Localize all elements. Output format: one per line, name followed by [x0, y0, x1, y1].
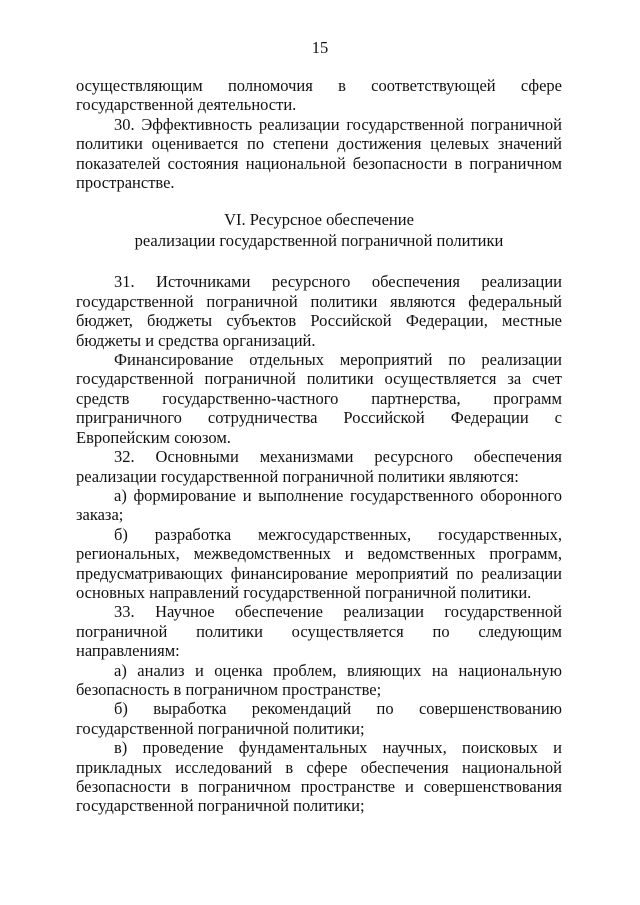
paragraph-31: 31. Источниками ресурсного обеспечения реализации государственной пограничной политики являются федеральный бюджет, бюджеты субъектов Российской Федерации, местные бюджеты и средства организаций. [76, 272, 562, 350]
page-number: 15 [311, 38, 329, 57]
paragraph-32: 32. Основными механизмами ресурсного обеспечения реализации государственной пограничной политики являются: [76, 447, 562, 486]
document-body [76, 76, 562, 816]
list-item-33c: в) проведение фундаментальных научных, поисковых и прикладных исследований в сфере обеспечения национальной безопасности в пограничном пространстве и совершенствования государственной пограничной политики; [76, 738, 562, 816]
paragraph-30: 30. Эффективность реализации государственной пограничной политики оценивается по степени достижения целевых значений показателей состояния национальной безопасности в пограничном пространстве. [76, 114, 562, 193]
section-heading [76, 210, 562, 251]
paragraph-continuation: осуществляющим полномочия в соответствующей сфере государственной деятельности. [76, 76, 562, 115]
paragraph-33: 33. Научное обеспечение реализации государственной пограничной политики осуществляется по следующим направлениям: [76, 602, 562, 661]
list-item-32b: б) разработка межгосударственных, государственных, региональных, межведомственных и ведомственных программ, предусматривающих финансирование мероприятий по реализации основных направлений государственной пограничной политики. [76, 524, 562, 602]
section-heading-line-2: реализации государственной пограничной политики [134, 230, 504, 250]
paragraph-financing: Финансирование отдельных мероприятий по реализации государственной пограничной политики осуществляется за счет средств государственно-частного партнерства, программ приграничного сотрудничества Российской Федерации с Европейским союзом. [76, 350, 562, 447]
list-item-32a: а) формирование и выполнение государственного оборонного заказа; [76, 485, 562, 525]
list-item-33b: б) выработка рекомендаций по совершенствованию государственной пограничной политики; [76, 699, 562, 738]
list-item-33a: а) анализ и оценка проблем, влияющих на национальную безопасность в пограничном пространстве; [76, 660, 562, 699]
section-heading-line-1: VI. Ресурсное обеспечение [224, 210, 414, 230]
